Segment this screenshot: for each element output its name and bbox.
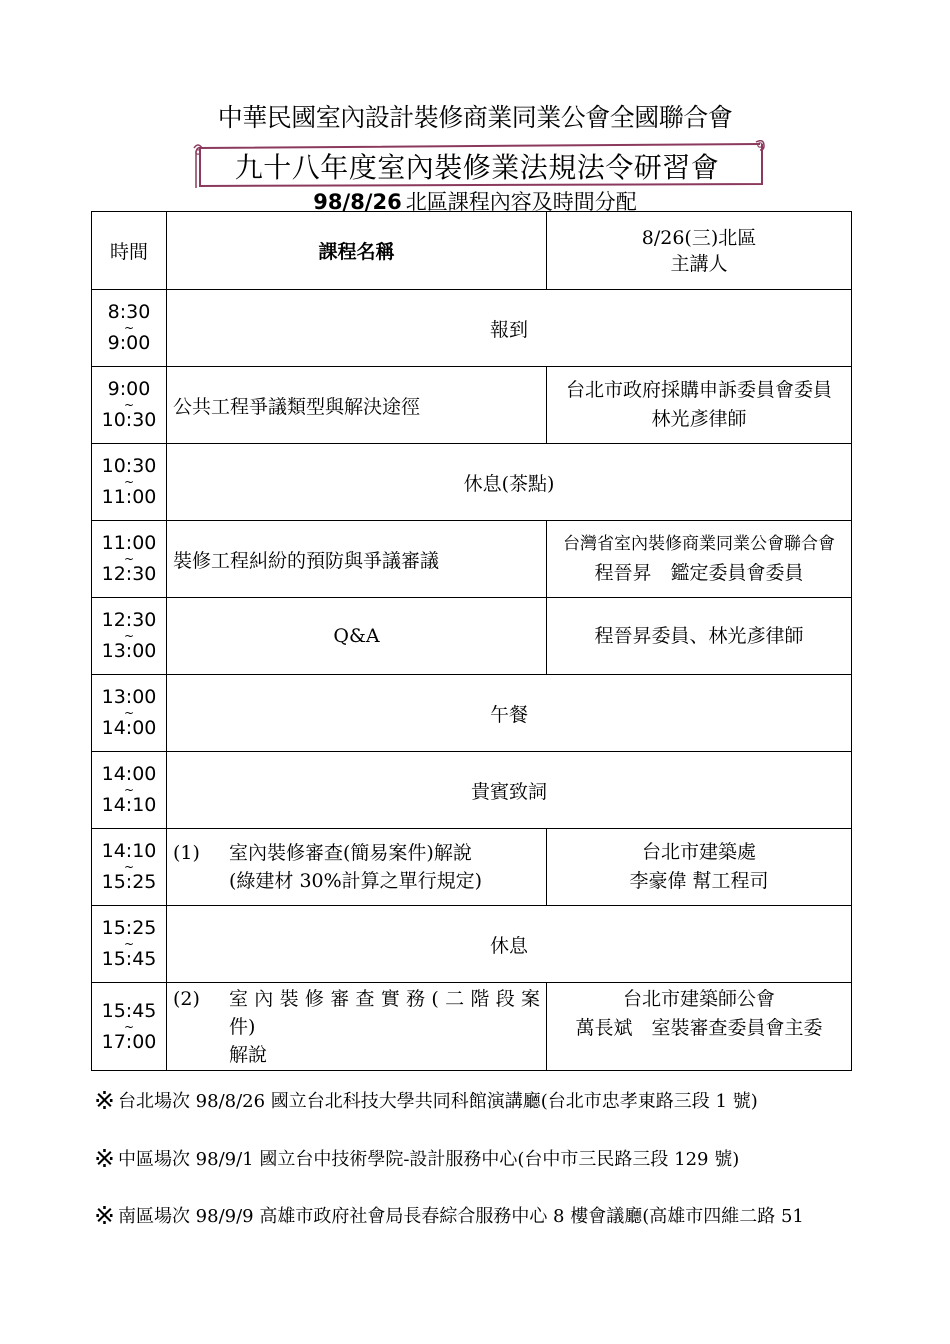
header-speaker-date: 8/26(三)北區 [641,226,757,249]
time-separator: ~ [123,1019,135,1034]
speaker-cell [547,829,852,906]
time-start: 15:45 [101,999,157,1022]
session-label: 午餐 [167,675,852,752]
table-row [92,983,852,1071]
time-end: 14:10 [101,794,157,816]
time-start: 8:30 [107,301,151,323]
time-start: 9:00 [107,378,151,400]
header-time: 時間 [92,212,167,290]
time-separator: ~ [123,552,135,566]
table-row [92,752,852,829]
table-row [92,598,852,675]
session-label: 休息 [167,906,852,983]
speaker-name: 程晉昇 鑑定委員會委員 [594,562,804,584]
session-label: 報到 [167,290,852,367]
time-cell [92,598,167,675]
course-name: Q&A [167,598,547,675]
time-separator: ~ [123,706,135,720]
banner-title: 九十八年度室內裝修業法規法令研習會 [234,151,720,184]
course-name: 裝修工程糾紛的預防與爭議審議 [167,521,547,598]
table-row [92,906,852,983]
speaker-name: 林光彥律師 [651,408,747,430]
time-start: 10:30 [101,455,157,477]
time-cell [92,829,167,906]
header-course: 課程名稱 [167,212,547,290]
time-end: 15:45 [101,948,157,970]
table-header-row [92,212,852,290]
time-separator: ~ [123,860,135,874]
speaker-name: 萬長斌 室裝審查委員會主委 [575,1017,823,1039]
course-line: (綠建材 30%計算之單行規定) [229,870,483,892]
venue-note-text: 台北場次 98/8/26 國立台北科技大學共同科館演講廳(台北市忠孝東路三段 1 號) [117,1091,758,1112]
speaker-cell: 程晉昇委員、林光彥律師 [547,598,852,675]
time-end: 11:00 [101,486,157,508]
time-cell [92,290,167,367]
time-cell [92,367,167,444]
time-end: 9:00 [107,332,151,354]
speaker-affiliation: 台灣省室內裝修商業同業公會聯合會 [563,534,835,554]
course-line: 室內裝修審查實務(二階段案 [229,987,540,1010]
time-start: 13:00 [101,686,157,708]
time-separator: ~ [123,321,135,335]
table-row [92,829,852,906]
table-row [92,290,852,367]
time-start: 14:00 [101,763,157,785]
time-end: 13:00 [101,640,157,662]
speaker-name: 李豪偉 幫工程司 [629,870,769,892]
time-end: 15:25 [101,871,157,893]
time-end: 14:00 [101,717,157,739]
reference-mark-icon: ※ [94,1201,115,1230]
item-body [229,985,540,1069]
item-number: (2) [173,987,200,1010]
time-cell [92,752,167,829]
venue-note [94,1086,758,1115]
time-cell [92,444,167,521]
venue-note [94,1201,804,1230]
table-row [92,367,852,444]
time-separator: ~ [123,937,135,951]
time-cell [92,521,167,598]
reference-mark-icon: ※ [94,1144,115,1173]
course-name: 公共工程爭議類型與解決途徑 [167,367,547,444]
course-line: 件) [229,1015,256,1038]
item-body [229,839,540,895]
venue-note-text: 中區場次 98/9/1 國立台中技術學院-設計服務中心(台中市三民路三段 129 號) [117,1149,740,1170]
item-number: (1) [173,842,200,864]
speaker-affiliation: 台北市政府採購申訴委員會委員 [565,379,832,401]
venue-note-text: 南區場次 98/9/9 高雄市政府社會局長春綜合服務中心 8 樓會議廳(高雄市四維二路 51 [117,1206,804,1227]
time-end: 10:30 [101,409,157,431]
session-label: 貴賓致詞 [167,752,852,829]
venue-note [94,1144,739,1173]
course-line: 解說 [229,1043,268,1066]
table-row [92,444,852,521]
course-name [167,829,547,906]
course-name [167,983,547,1071]
time-end: 12:30 [101,563,157,585]
time-start: 15:25 [101,917,157,939]
reference-mark-icon: ※ [94,1086,115,1115]
header-speaker [547,212,852,290]
time-cell [92,906,167,983]
session-label: 休息(茶點) [167,444,852,521]
speaker-cell [547,367,852,444]
speaker-affiliation: 台北市建築處 [641,841,756,863]
speaker-affiliation: 台北市建築師公會 [622,988,775,1010]
title-banner [188,140,766,190]
time-separator: ~ [123,783,135,797]
speaker-cell [547,521,852,598]
header-speaker-label: 主講人 [670,252,728,275]
schedule-table [91,211,852,1071]
organization-title: 中華民國室內設計裝修商業同業公會全國聯合會 [217,103,733,132]
time-start: 12:30 [101,609,157,631]
time-start: 14:10 [101,840,157,862]
subtitle-date: 98/8/26 [313,190,402,214]
time-separator: ~ [123,629,135,643]
subtitle-text: 北區課程內容及時間分配 [405,190,637,214]
time-cell [92,675,167,752]
table-row [92,675,852,752]
course-item [173,839,540,895]
time-cell [92,983,167,1071]
time-separator: ~ [123,398,135,412]
course-item [173,985,540,1069]
time-separator: ~ [123,475,135,489]
table-row [92,521,852,598]
time-start: 11:00 [101,532,157,554]
time-end: 17:00 [101,1030,157,1053]
speaker-cell [547,983,852,1071]
course-line: 室內裝修審查(簡易案件)解說 [229,842,472,864]
